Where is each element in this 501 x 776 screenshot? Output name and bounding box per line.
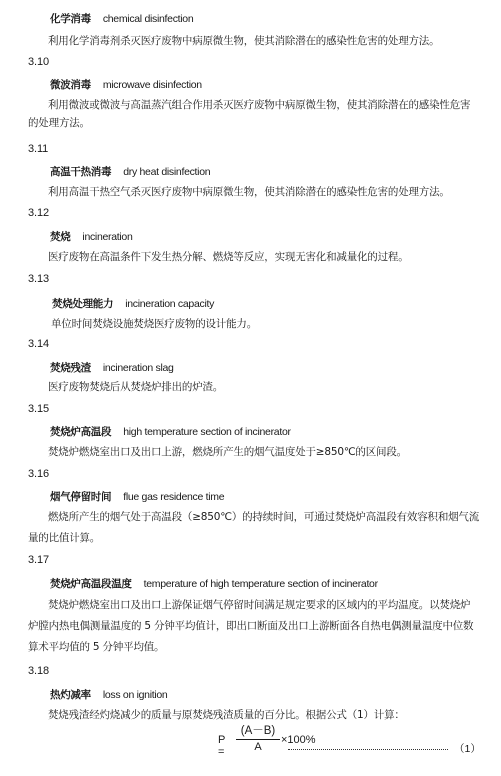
term-heading <box>50 424 291 439</box>
clause-number: 3.16 <box>28 468 50 480</box>
term-english: incineration <box>82 231 133 243</box>
definition-line: 算术平均值的 5 分钟平均值。 <box>28 641 165 653</box>
term-english: chemical disinfection <box>102 13 194 25</box>
formula-multiplier: ×100% <box>281 734 316 746</box>
term-chinese: 高温干热消毒 <box>50 166 112 178</box>
term-heading <box>50 489 224 504</box>
definition-line: 利用化学消毒剂杀灭医疗废物中病原微生物，使其消除潜在的感染性危害的处理方法。 <box>48 35 440 47</box>
formula-fraction <box>236 722 280 753</box>
term-definition <box>48 183 450 201</box>
term-english: temperature of high temperature section of incinerator <box>143 578 378 590</box>
term-english: high temperature section of incinerator <box>123 426 291 438</box>
clause-number: 3.18 <box>28 665 50 677</box>
term-chinese: 焚烧炉高温段温度 <box>50 578 132 590</box>
definition-line: 利用微波或微波与高温蒸汽组合作用杀灭医疗废物中病原微生物，使其消除潜在的感染性危害 <box>48 99 471 111</box>
formula-numerator: (A－B) <box>240 725 276 737</box>
formula-denominator: A <box>254 741 262 753</box>
term-definition <box>28 96 471 132</box>
clause-number: 3.11 <box>28 143 49 155</box>
term-definition <box>48 248 409 266</box>
definition-line: 焚烧残渣经灼烧减少的质量与原焚烧残渣质量的百分比。根据公式（1）计算： <box>48 709 405 721</box>
term-heading <box>50 164 210 179</box>
formula-lhs: P = <box>218 734 226 758</box>
term-heading <box>52 296 214 311</box>
definition-line: 焚烧炉燃烧室出口及出口上游保证烟气停留时间满足规定要求的区域内的平均温度。以焚烧炉 <box>48 599 471 611</box>
term-english: incineration slag <box>102 362 174 374</box>
term-chinese: 焚烧处理能力 <box>52 298 114 310</box>
term-english: dry heat disinfection <box>123 166 211 178</box>
term-english: flue gas residence time <box>123 491 225 503</box>
term-chinese: 化学消毒 <box>50 13 91 25</box>
definition-line: 医疗废物焚烧后从焚烧炉排出的炉渣。 <box>48 381 224 393</box>
term-english: incineration capacity <box>125 298 215 310</box>
term-english: loss on ignition <box>102 689 168 701</box>
term-chinese: 焚烧 <box>50 231 71 243</box>
term-definition <box>28 508 480 547</box>
clause-number: 3.13 <box>28 273 50 285</box>
clause-number: 3.12 <box>28 207 50 219</box>
clause-number: 3.10 <box>28 56 50 68</box>
term-heading <box>50 360 174 375</box>
term-heading <box>50 11 193 26</box>
definition-line: 焚烧炉燃烧室出口及出口上游，燃烧所产生的烟气温度处于≥850℃的区间段。 <box>48 446 407 458</box>
term-heading <box>50 77 202 92</box>
definition-line: 燃烧所产生的烟气处于高温段（≥850℃）的持续时间，可通过焚烧炉高温段有效容积和烟气流 <box>48 511 480 523</box>
term-definition <box>51 315 257 333</box>
term-definition <box>48 32 439 50</box>
term-chinese: 热灼减率 <box>50 689 91 701</box>
term-heading <box>50 229 133 244</box>
clause-number: 3.17 <box>28 554 50 566</box>
definition-line: 利用高温干热空气杀灭医疗废物中病原微生物，使其消除潜在的感染性危害的处理方法。 <box>48 186 450 198</box>
equation-number: （1） <box>454 743 481 755</box>
definition-line: 的处理方法。 <box>28 117 90 129</box>
dot-leader <box>288 741 448 750</box>
definition-line: 医疗废物在高温条件下发生热分解、燃烧等反应，实现无害化和减量化的过程。 <box>48 251 409 263</box>
definition-line: 炉膛内热电偶测量温度的 5 分钟平均值计，即出口断面及出口上游断面各自热电偶测量温度中位数 <box>28 620 474 632</box>
term-definition <box>28 596 474 656</box>
definition-line: 量的比值计算。 <box>28 532 101 544</box>
definition-line: 单位时间焚烧设施焚烧医疗废物的设计能力。 <box>51 318 257 330</box>
term-heading <box>50 687 167 702</box>
term-definition <box>48 443 407 461</box>
clause-number: 3.14 <box>28 338 50 350</box>
term-english: microwave disinfection <box>102 79 202 91</box>
fraction-bar <box>236 739 280 740</box>
term-chinese: 焚烧残渣 <box>50 362 91 374</box>
term-chinese: 烟气停留时间 <box>50 491 112 503</box>
term-definition <box>48 378 223 396</box>
clause-number: 3.15 <box>28 403 50 415</box>
term-definition <box>48 706 405 724</box>
term-chinese: 焚烧炉高温段 <box>50 426 112 438</box>
term-chinese: 微波消毒 <box>50 79 91 91</box>
term-heading <box>50 576 378 591</box>
